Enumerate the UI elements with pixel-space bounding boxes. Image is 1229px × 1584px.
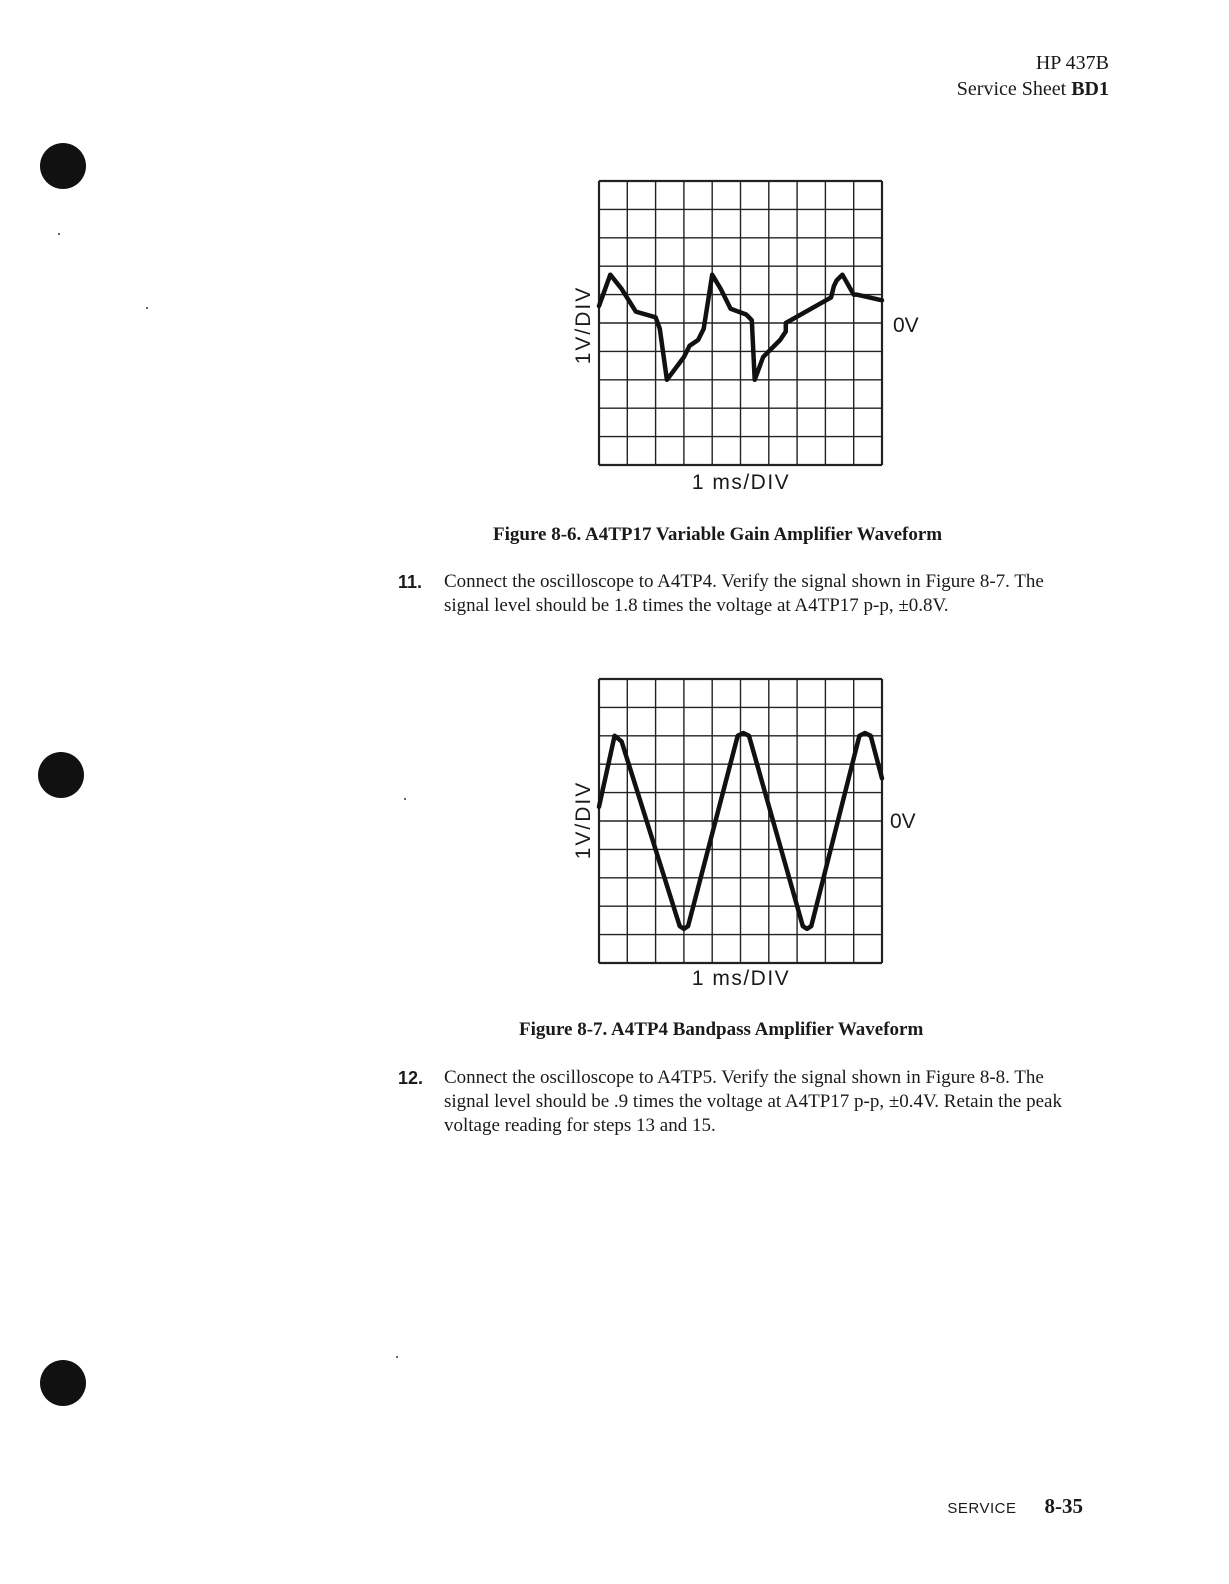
step-11 [398,570,1088,618]
scan-speck [146,307,148,309]
page-footer [947,1494,1083,1519]
step-text: Connect the oscilloscope to A4TP4. Verify the signal shown in Figure 8-7. The signal level should be 1.8 times the voltage at A4TP17 p-p, ±0.8V. [444,571,1044,616]
scope-figure-8-7 [560,668,940,998]
step-number: 11. [398,572,423,592]
binder-hole-bottom [40,1360,86,1406]
scope-figure-8-6 [560,170,940,500]
service-sheet-line [957,76,1109,102]
scan-speck [396,1356,398,1358]
zero-volt-label: 0V [890,810,916,833]
service-sheet-id: BD1 [1071,78,1109,100]
binder-hole-middle [38,752,84,798]
step-12 [398,1066,1088,1138]
model-number: HP 437B [1035,52,1109,74]
figure-caption-8-7: Figure 8-7. A4TP4 Bandpass Amplifier Waveform [519,1019,924,1040]
service-sheet-label: Service Sheet [956,78,1067,100]
x-axis-label: 1 ms/DIV [691,471,791,494]
zero-volt-label: 0V [893,314,919,337]
footer-section: SERVICE [947,1500,1017,1517]
step-text: Connect the oscilloscope to A4TP5. Verify the signal shown in Figure 8-8. The signal level should be .9 times the voltage at A4TP17 p-p, ±0.4V. Retain the peak voltage reading for steps 13 and 15. [444,1067,1062,1136]
figure-caption-8-6: Figure 8-6. A4TP17 Variable Gain Amplifier Waveform [493,524,943,545]
scope-grid [599,181,882,465]
footer-page-number: 8-35 [1044,1494,1083,1518]
binder-hole-top [40,143,86,189]
y-axis-label: 1V/DIV [572,285,595,365]
y-axis-label: 1V/DIV [572,780,595,860]
x-axis-label: 1 ms/DIV [691,967,791,990]
page-header [957,50,1109,102]
step-number: 12. [398,1068,424,1088]
scan-speck [404,798,406,800]
scan-speck [58,233,60,235]
